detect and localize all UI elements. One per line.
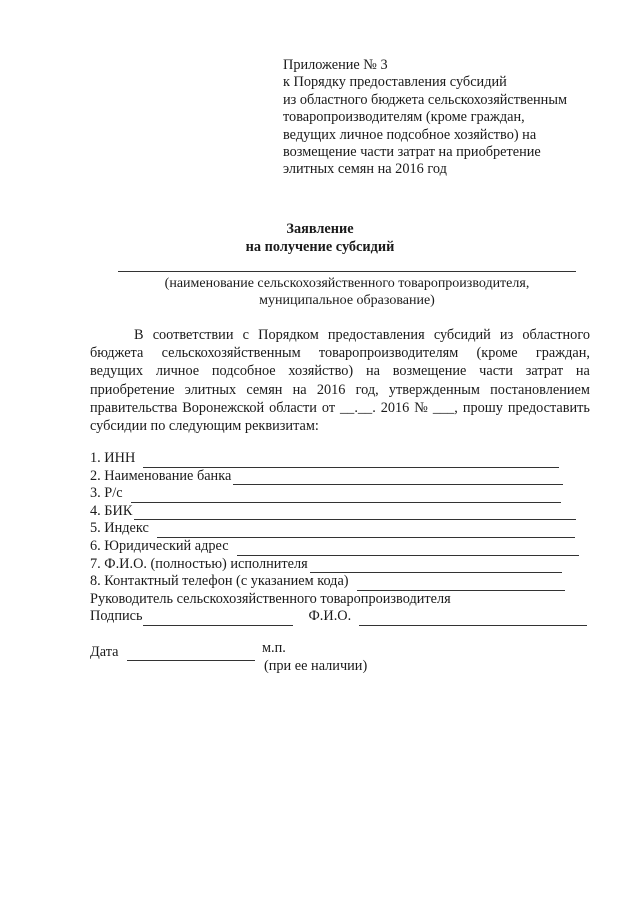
field-label: 7. Ф.И.О. (полностью) исполнителя <box>90 555 308 572</box>
appendix-line: ведущих личное подсобное хозяйство) на <box>283 126 537 143</box>
legal-address-input[interactable] <box>237 544 579 556</box>
body-line: ведущих личное подсобное хозяйство) на возмещение части затрат на <box>90 363 590 380</box>
field-bank-name <box>90 468 587 486</box>
signature-input[interactable] <box>143 614 293 626</box>
field-legal-address <box>90 538 587 556</box>
field-label: 2. Наименование банка <box>90 467 232 484</box>
bik-input[interactable] <box>134 508 576 520</box>
appendix-line: товаропроизводителям (кроме граждан, <box>283 109 525 126</box>
date-input[interactable] <box>127 649 255 661</box>
head-label: Руководитель сельскохозяйственного товаропроизводителя <box>90 590 451 607</box>
spacer <box>90 626 587 644</box>
producer-name-line[interactable] <box>118 271 576 272</box>
document-title: Заявление <box>286 221 354 237</box>
requisites-list <box>90 450 587 661</box>
field-phone <box>90 573 587 591</box>
field-label: 3. Р/с <box>90 485 123 502</box>
index-input[interactable] <box>157 526 575 538</box>
caption-line: муниципальное образование) <box>259 293 435 308</box>
field-inn <box>90 450 587 468</box>
field-executor-name <box>90 556 587 574</box>
field-label: 4. БИК <box>90 502 133 519</box>
executor-name-input[interactable] <box>310 561 562 573</box>
producer-caption <box>118 275 576 309</box>
appendix-line: элитных семян на 2016 год <box>283 161 447 178</box>
body-line: бюджета сельскохозяйственным товаропроизводителям (кроме граждан, <box>90 345 590 362</box>
field-label: 1. ИНН <box>90 450 136 466</box>
appendix-line: из областного бюджета сельскохозяйственным <box>283 91 567 108</box>
bank-name-input[interactable] <box>233 473 563 485</box>
head-label-row <box>90 591 587 609</box>
inn-input[interactable] <box>143 456 559 468</box>
field-account <box>90 485 587 503</box>
field-label: 6. Юридический адрес <box>90 537 229 554</box>
appendix-header <box>283 57 567 179</box>
signature-label: Подпись <box>90 608 143 625</box>
appendix-line: возмещение части затрат на приобретение <box>283 144 541 161</box>
appendix-line: Приложение № 3 <box>283 57 388 73</box>
body-line: В соответствии с Порядком предоставления субсидий из областного <box>134 327 590 343</box>
field-bik <box>90 503 587 521</box>
stamp-note: (при ее наличии) <box>264 658 368 674</box>
fio-input[interactable] <box>359 614 587 626</box>
signature-row <box>90 608 587 626</box>
body-line: приобретение элитных семян на 2016 год, утвержденным постановлением <box>90 381 590 398</box>
account-input[interactable] <box>131 491 561 503</box>
body-line: субсидии по следующим реквизитам: <box>90 418 319 435</box>
field-label: 8. Контактный телефон (с указанием кода) <box>90 573 349 590</box>
body-line: правительства Воронежской области от __.__. 2016 № ___, прошу предоставить <box>90 399 590 416</box>
caption-line: (наименование сельскохозяйственного товаропроизводителя, <box>164 276 530 291</box>
appendix-line: к Порядку предоставления субсидий <box>283 74 507 91</box>
stamp-label: м.п. <box>262 640 286 656</box>
date-label: Дата <box>90 643 119 660</box>
fio-label: Ф.И.О. <box>308 608 352 625</box>
document-subtitle: на получение субсидий <box>245 239 395 255</box>
field-label: 5. Индекс <box>90 520 149 537</box>
application-body <box>90 326 590 435</box>
phone-input[interactable] <box>357 579 565 591</box>
field-index <box>90 520 587 538</box>
